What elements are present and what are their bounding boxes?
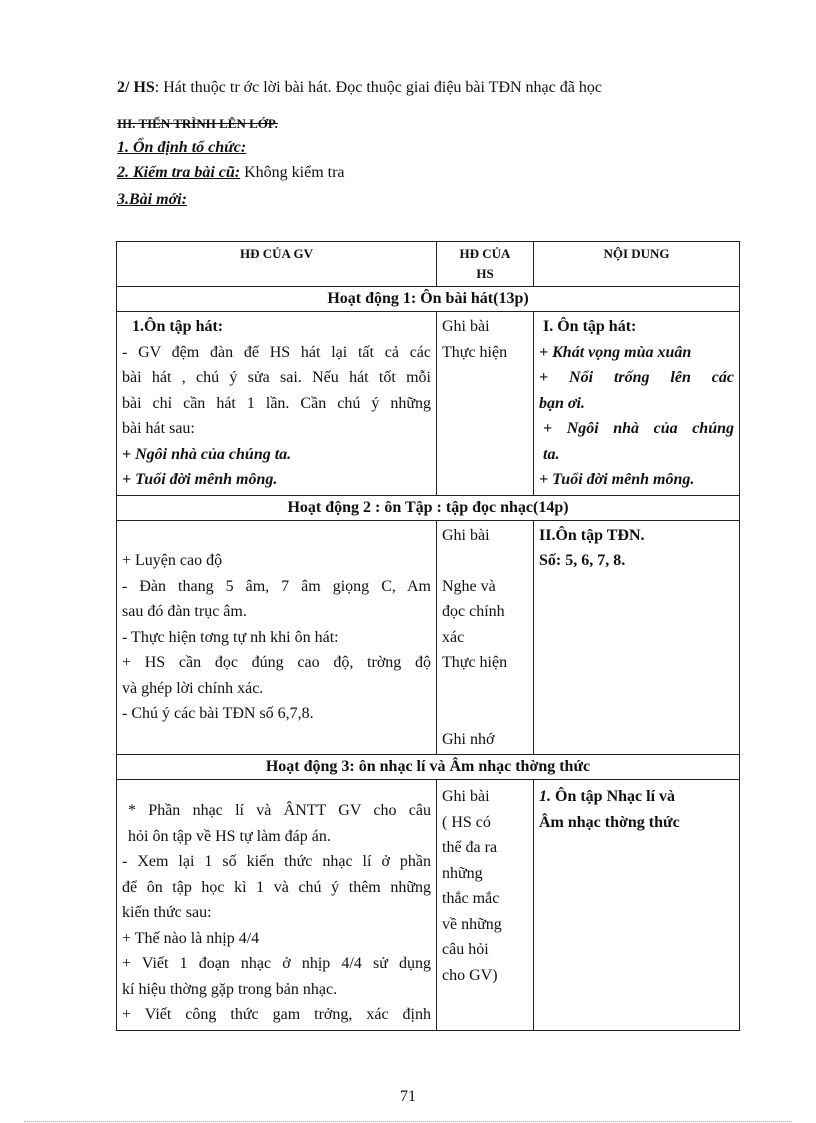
list-item: + Viết công thức gam trởng, xác định (122, 1006, 431, 1023)
list-item: + Luyện cao độ (122, 552, 223, 569)
activity2-title: Hoạt động 2 : ôn Tập : tập đọc nhạc(14p) (287, 498, 569, 516)
header-hs-line2: HS (476, 266, 494, 281)
list-item: + Tuổi đời mênh mông. (539, 471, 695, 488)
list-item: Thực hiện (442, 654, 508, 671)
activity3-gv (117, 780, 437, 1030)
spacer (442, 701, 528, 727)
list-item: + Khát vọng mùa xuân (539, 343, 692, 361)
list-item: Ghi nhớ (442, 730, 495, 748)
list-item: Ghi bài (442, 526, 490, 544)
list-item: + Viết 1 đoạn nhạc ở nhịp 4/4 sử dụng (122, 955, 431, 972)
spacer (122, 523, 431, 549)
activity1-title: Hoạt động 1: Ôn bài hát(13p) (327, 290, 529, 307)
step2-label: 2. Kiểm tra bài cũ: (117, 164, 241, 181)
activity2-gv (117, 521, 437, 755)
list-item: câu hỏi (442, 941, 489, 958)
list-item: + Thế nào là nhịp 4/4 (122, 929, 260, 947)
list-item: * Phần nhạc lí và ÂNTT GV cho câu (128, 802, 431, 819)
list-item: + HS cần đọc đúng cao độ, trờng độ (122, 654, 431, 671)
hs-text: : Hát thuộc tr ớc lời bài hát. Đọc thuộc giai điệu bài TĐN nhạc đã học (154, 79, 602, 96)
activity3-title: Hoạt động 3: ôn nhạc lí và Âm nhạc thờng thức (265, 758, 591, 775)
activity3-content-title: Ôn tập Nhạc lí và (551, 788, 676, 805)
list-item: kiến thức sau: (122, 904, 212, 921)
section-heading: III. TIẾN TRÌNH LÊN LỚP. (117, 116, 278, 131)
list-item: sau đó đàn trục âm. (122, 603, 247, 620)
activity1-content (534, 312, 739, 495)
activity1-hs (437, 312, 534, 495)
activity3-row (117, 779, 739, 1030)
lesson-table (116, 241, 740, 1031)
list-item: để ôn tập học kì 1 và chú ý thêm những (122, 878, 431, 896)
activity3-content-line1 (539, 784, 734, 810)
list-item: + Ngôi nhà của chúng (543, 420, 734, 437)
step1-heading: 1. Ổn định tổ chức: (117, 139, 247, 156)
activity1-gv-heading: 1.Ôn tập hát: (132, 318, 224, 335)
activity3-content (534, 780, 739, 1030)
list-item: Ghi bài (442, 788, 490, 805)
hs-label: 2/ HS (117, 79, 155, 96)
header-gv: HĐ CỦA GV (117, 242, 437, 286)
list-item: Thực hiện (442, 343, 508, 361)
spacer (122, 727, 431, 753)
activity2-title-row (117, 495, 739, 520)
list-item: xác (442, 628, 465, 646)
list-item: Nghe và (442, 577, 496, 595)
list-item: hỏi ôn tập về HS tự làm đáp án. (128, 827, 331, 845)
header-hs-line1: HĐ CỦA (459, 246, 511, 261)
activity1-row (117, 311, 739, 495)
list-item: bài hát , chú ý sửa sai. Nếu hát tốt mỗi (122, 369, 431, 386)
activity1-content-heading: I. Ôn tập hát: (543, 318, 637, 335)
step2-line (117, 164, 345, 182)
list-item: - Đàn thang 5 âm, 7 âm giọng C, Am (122, 577, 431, 595)
list-item: thể đa ra (442, 839, 498, 856)
list-item: ta. (543, 445, 560, 463)
list-item: Ghi bài (442, 318, 490, 335)
song-item: + Ngôi nhà của chúng ta. (122, 445, 292, 463)
activity2-content (534, 521, 739, 755)
activity3-content-num: 1. (539, 788, 551, 805)
activity3-hs (437, 780, 534, 1030)
spacer (122, 784, 431, 798)
list-item: những (442, 864, 483, 882)
spacer (442, 676, 528, 702)
list-item: ( HS có (442, 813, 491, 831)
list-item: - Xem lại 1 số kiến thức nhạc lí ở phần (122, 853, 431, 870)
list-item: thắc mắc (442, 890, 500, 907)
list-item: về những (442, 915, 502, 933)
song-item: + Tuổi đời mênh mông. (122, 471, 278, 488)
list-item: bài chỉ cần hát 1 lần. Cần chú ý những (122, 394, 431, 412)
activity1-gv (117, 312, 437, 495)
list-item: - Thực hiện tơng tự nh khi ôn hát: (122, 628, 339, 646)
list-item: bài hát sau: (122, 420, 195, 437)
activity2-row (117, 520, 739, 755)
step2-text: Không kiểm tra (240, 164, 345, 181)
list-item: Số: 5, 6, 7, 8. (539, 552, 626, 569)
list-item: đọc chính (442, 603, 505, 620)
page-bottom-border (24, 1121, 792, 1122)
list-item: và ghép lời chính xác. (122, 679, 264, 697)
hs-preparation-line (117, 79, 602, 97)
table-header-row (117, 242, 739, 286)
list-item: - GV đệm đàn để HS hát lại tất cả các (122, 343, 431, 361)
list-item: bạn ơi. (539, 394, 585, 412)
list-item: cho GV) (442, 966, 498, 984)
activity2-hs (437, 521, 534, 755)
header-content: NỘI DUNG (603, 246, 670, 261)
activity3-content-line2: Âm nhạc thờng thức (539, 813, 680, 831)
activity3-title-row (117, 754, 739, 779)
list-item: II.Ôn tập TĐN. (539, 526, 645, 544)
list-item: kí hiệu thờng gặp trong bản nhạc. (122, 980, 338, 998)
page-number: 71 (400, 1088, 416, 1105)
step3-heading: 3.Bài mới: (117, 191, 187, 208)
list-item: + Nổi trống lên các (539, 369, 734, 386)
list-item: - Chú ý các bài TĐN số 6,7,8. (122, 705, 314, 722)
spacer (442, 548, 528, 574)
activity1-title-row (117, 286, 739, 311)
header-hs (437, 242, 534, 286)
